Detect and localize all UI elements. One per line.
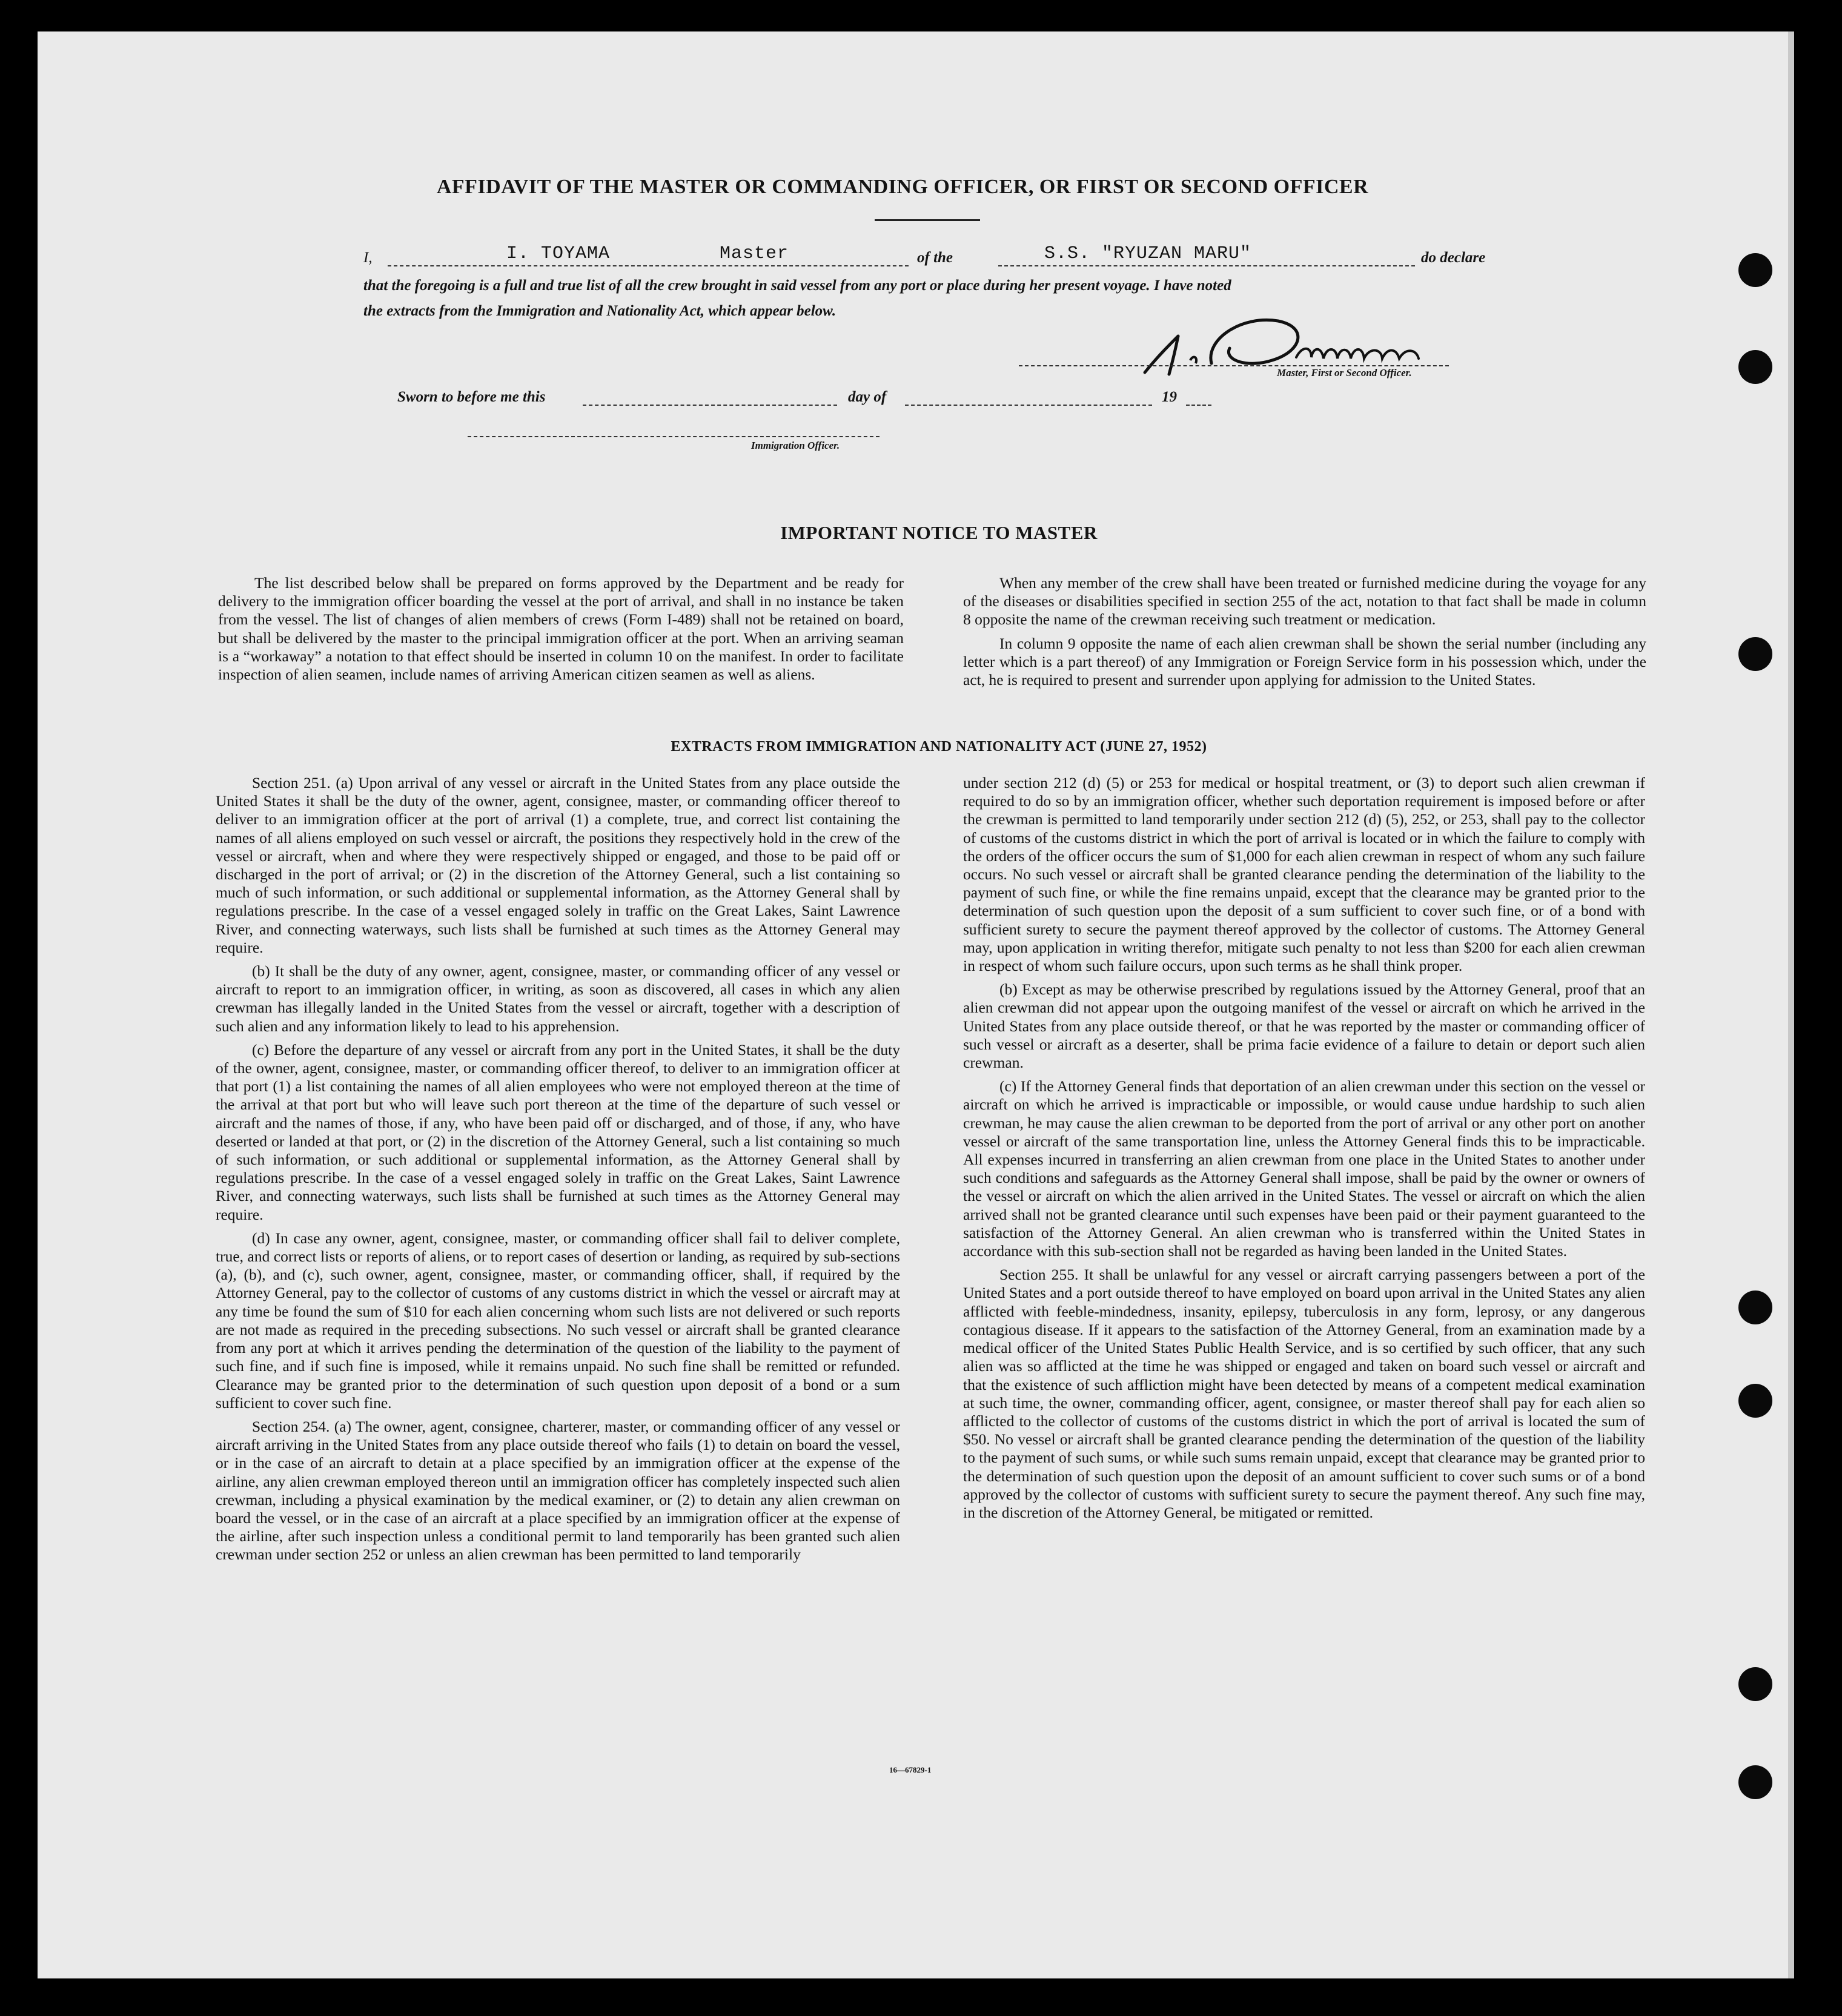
line1-prefix: I, <box>363 250 373 266</box>
extract-paragraph: (d) In case any owner, agent, consignee, master, or commanding officer shall fail to deliver complete, true, and correct lists or reports of aliens, or to report cases of desertion or landing, as required by sub-sections (a), (b), and (c), such owner, agent, consignee, master, or commanding officer, shall, if required by the Attorney General, pay to the collector of customs of any customs district in which the vessel or aircraft may at any time be found the sum of $10 for each alien concerning whom such lists are not delivered or such reports are not made as required in the preceding subsections. No such vessel or aircraft shall be granted clearance from any port at which it arrives pending the determination of the question of the liability to the payment of such fine, and if such fine is imposed, while it remains unpaid. No such fine shall be remitted or refunded. Clearance may be granted prior to the determination of such question upon deposit of a bond or a sum sufficient to cover such fine. <box>216 1229 900 1412</box>
punch-hole <box>1738 1765 1772 1799</box>
form-number: 16—67829-1 <box>889 1765 932 1774</box>
notice-left-paragraph: The list described below shall be prepared on forms approved by the Department and be ready for delivery to the immigration officer boarding the vessel at the port of arrival, and shall in no instance be taken from the vessel. The list of changes of alien members of crews (Form I-489) shall not be retained on board, but shall be delivered by the master to the principal immigration officer at the port. When an arriving seaman is a “workaway” a notation to that effect should be inserted in column 10 on the manifest. In order to facilitate inspection of alien seamen, include names of arriving American citizen seamen as well as aliens. <box>218 574 904 684</box>
extracts-right-column <box>963 774 1645 1527</box>
signature-line <box>1019 365 1449 366</box>
of-the-label: of the <box>917 250 953 266</box>
signer-caption: Master, First or Second Officer. <box>1277 367 1412 378</box>
extracts-title: EXTRACTS FROM IMMIGRATION AND NATIONALITY ACT (JUNE 27, 1952) <box>671 739 1207 755</box>
punch-hole <box>1738 1384 1772 1418</box>
extract-paragraph: (c) If the Attorney General finds that deportation of an alien crewman under this section on the vessel or aircraft on which he arrived is impracticable or impossible, or would cause undue hardship to such alien crewman, he may cause the alien crewman to be deported from the port of arrival or any other port on another vessel or aircraft of the same transportation line, unless the Attorney General finds this to be impracticable. All expenses incurred in transferring an alien crewman from one place in the United States to another under such conditions and safeguards as the Attorney General shall impose, shall be paid by the owner or owners of the vessel or aircraft on which the alien arrived in the United States. The vessel or aircraft on which the alien arrived shall not be granted clearance until such expenses have been paid or their payment guaranteed to the satisfaction of the Attorney General. An alien crewman who is transferred within the United States in accordance with this sub-section shall not be regarded as having been landed in the United States. <box>963 1077 1645 1260</box>
punch-hole <box>1738 1291 1772 1324</box>
vessel-name-line <box>998 265 1415 266</box>
declaration-line-3: the extracts from the Immigration and Nationality Act, which appear below. <box>363 303 837 319</box>
affidavit-title: AFFIDAVIT OF THE MASTER OR COMMANDING OFFICER, OR FIRST OR SECOND OFFICER <box>436 176 1369 198</box>
notice-left-column <box>218 574 904 689</box>
declaration-line-2: that the foregoing is a full and true list of all the crew brought in said vessel from any port or place during her present voyage. I have noted <box>363 277 1231 294</box>
notice-right-column <box>963 574 1646 695</box>
extracts-left-column <box>216 774 900 1570</box>
master-rank: Master <box>720 243 789 264</box>
do-declare-label: do declare <box>1421 250 1486 266</box>
punch-hole <box>1738 350 1772 384</box>
notice-right-paragraph-2: In column 9 opposite the name of each alien crewman shall be shown the serial number (including any letter which is a part thereof) of any Immigration or Foreign Service form in his possession which, under the act, he is required to present and surrender upon applying for admission to the United States. <box>963 634 1646 689</box>
extract-paragraph: Section 251. (a) Upon arrival of any vessel or aircraft in the United States from any place outside the United States it shall be the duty of the owner, agent, consignee, master, or commanding officer thereof to deliver to an immigration officer at the port of arrival (1) a complete, true, and correct list containing the names of all aliens employed on such vessel or aircraft, the positions they respectively hold in the crew of the vessel or aircraft, when and where they were respectively shipped or engaged, and those to be paid off or discharged in the port of arrival; or (2) in the discretion of the Attorney General, such a list containing so much of such information, or such additional or supplemental information, as the Attorney General shall by regulations prescribe. In the case of a vessel engaged solely in traffic on the Great Lakes, Saint Lawrence River, and connecting waterways, such lists shall be furnished at such times as the Attorney General may require. <box>216 774 900 956</box>
extract-paragraph: Section 254. (a) The owner, agent, consignee, charterer, master, or commanding officer of any vessel or aircraft arriving in the United States from any place outside thereof who fails (1) to detain on board the vessel, or in the case of an aircraft to detain at a place specified by an immigration officer at the expense of the airline, any alien crewman employed thereon until an immigration officer has completely inspected such alien crewman, including a physical examination by the medical examiner, or (2) to detain any alien crewman on board the vessel, or in the case of an aircraft at a place specified by an immigration officer at the expense of the airline, after such inspection unless a conditional permit to land temporarily has been granted such alien crewman under section 252 or unless an alien crewman has been permitted to land temporarily <box>216 1417 900 1564</box>
notice-title: IMPORTANT NOTICE TO MASTER <box>780 522 1098 543</box>
extract-paragraph: (b) Except as may be otherwise prescribed by regulations issued by the Attorney General, proof that an alien crewman did not appear upon the outgoing manifest of the vessel or aircraft on which he arrived in the United States from any place outside thereof, or that he was reported by the master or commanding officer of such vessel or aircraft as a deserter, shall be prima facie evidence of a failure to detain or deport such alien crewman. <box>963 980 1645 1072</box>
master-name: I. TOYAMA <box>506 243 611 264</box>
extract-paragraph: (b) It shall be the duty of any owner, agent, consignee, master, or commanding officer of any vessel or aircraft to report to an immigration officer, in writing, as soon as discovered, all cases in which any alien crewman has illegally landed in the United States from the vessel or aircraft, together with a description of such alien and any information likely to lead to his apprehension. <box>216 962 900 1035</box>
punch-hole <box>1738 253 1772 287</box>
punch-hole <box>1738 637 1772 671</box>
extract-paragraph: (c) Before the departure of any vessel or aircraft from any port in the United States, it shall be the duty of the owner, agent, consignee, master, or commanding officer thereof, to deliver to an immigration officer at that port (1) a list containing the names of all alien employees who were not employed thereon at the time of the arrival at that port but who will leave such port thereon at the time of the departure of such vessel or aircraft and the names of those, if any, who have been paid off or discharged, and of those, if any, who have deserted or landed at that port, or (2) in the discretion of the Attorney General, such a list containing so much of such information, or such additional or supplemental information, as the Attorney General shall by regulations prescribe. In the case of a vessel engaged solely in traffic on the Great Lakes, Saint Lawrence River, and connecting waterways, such lists shall be furnished at such times as the Attorney General may require. <box>216 1040 900 1223</box>
notice-right-paragraph-1: When any member of the crew shall have been treated or furnished medicine during the voyage for any of the diseases or disabilities specified in section 255 of the act, notation to that fact shall be made in column 8 opposite the name of the crewman receiving such treatment or medication. <box>963 574 1646 629</box>
sworn-day-line <box>583 405 837 406</box>
sworn-prefix: Sworn to before me this <box>397 389 546 405</box>
year-prefix: 19 <box>1162 389 1177 405</box>
extract-paragraph: under section 212 (d) (5) or 253 for medical or hospital treatment, or (3) to deport such alien crewman if required to do so by an immigration officer, whether such deportation requirement is imposed before or after the crewman is permitted to land temporarily under section 212 (d) (5), 252, or 253, shall pay to the collector of customs of the customs district in which the port of arrival is located or in which the failure to comply with the orders of the officer occurs the sum of $1,000 for each alien crewman in respect of whom any such failure occurs. No such vessel or aircraft shall be granted clearance pending the determination of the liability to the payment of such fine, or while the fine remains unpaid, except that the clearance may be granted prior to the determination of such question upon the deposit of a sum sufficient to cover such fine, or of a bond with sufficient surety to secure the payment thereof approved by the collector of customs. The Attorney General may, upon application in writing therefor, mitigate such penalty to not less than $200 for each alien crewman in respect of whom such failure occurs, upon such terms as he shall think proper. <box>963 774 1645 975</box>
punch-hole <box>1738 1667 1772 1701</box>
officer-signature-line <box>468 436 880 437</box>
vessel-name: S.S. "RYUZAN MARU" <box>1044 243 1252 264</box>
sworn-year-line <box>1186 405 1211 406</box>
day-of-label: day of <box>848 389 887 405</box>
extract-paragraph: Section 255. It shall be unlawful for any vessel or aircraft carrying passengers between a port of the United States and a port outside thereof to have employed on board upon arrival in the United States any alien afflicted with feeble-mindedness, insanity, epilepsy, tuberculosis in any form, leprosy, or any dangerous contagious disease. If it appears to the satisfaction of the Attorney General, from an examination made by a medical officer of the United States Public Health Service, and is so certified by such officer, that any such alien was so afflicted at the time he was shipped or engaged and taken on board such vessel or aircraft and that the existence of such affliction might have been detected by means of a competent medical examination at such time, the owner, commanding officer, agent, consignee, or master thereof shall pay for each alien so afflicted to the collector of customs of the customs district in which the port of arrival is located the sum of $50. No vessel or aircraft shall be granted clearance pending the determination of the question of the liability to the payment of such sums, or while such sums remain unpaid, except that clearance may be granted prior to the determination of such question upon the deposit of an amount sufficient to cover such sums or of a bond approved by the collector of customs with sufficient surety to secure the payment thereof. Any such fine may, in the discretion of the Attorney General, be mitigated or remitted. <box>963 1266 1645 1521</box>
master-name-line <box>388 265 909 266</box>
officer-caption: Immigration Officer. <box>751 440 840 451</box>
sworn-month-line <box>905 405 1152 406</box>
title-rule <box>875 219 980 221</box>
